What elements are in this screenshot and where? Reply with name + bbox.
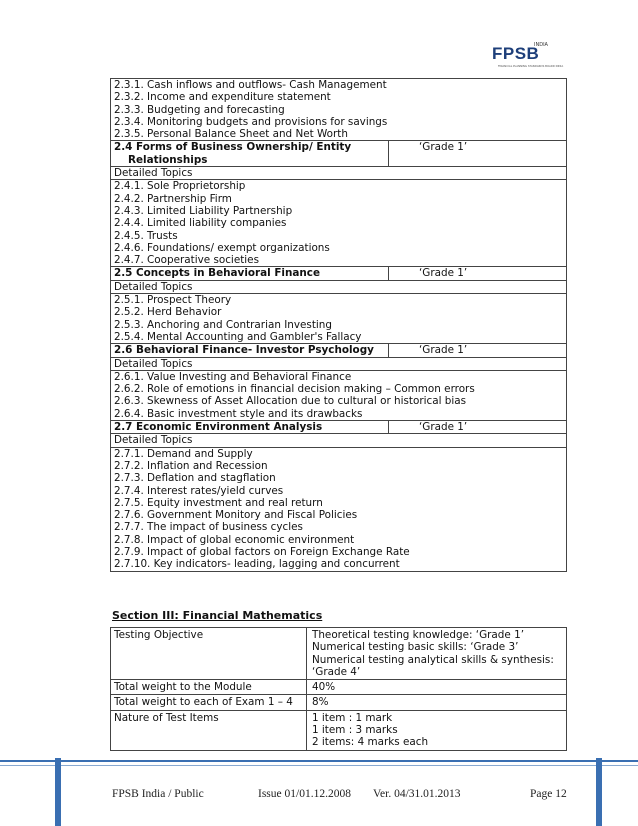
list-item: 2.7.2. Inflation and Recession	[114, 459, 268, 472]
list-item: 2.5.3. Anchoring and Contrarian Investing	[114, 318, 332, 331]
grade-2-5: ‘Grade 1’	[389, 267, 567, 280]
topics-2-4	[111, 180, 567, 267]
exam-weight-value: 8%	[307, 695, 567, 710]
list-item: 2.6.3. Skewness of Asset Allocation due to cultural or historical bias	[114, 395, 467, 408]
list-item: 2.4.2. Partnership Firm	[114, 192, 232, 205]
logo-tagline: FINANCIAL PLANNING STANDARDS BOARD INDIA	[498, 64, 564, 68]
module-weight-value: 40%	[307, 680, 567, 695]
row-label: Nature of Test Items	[111, 710, 307, 750]
detailed-topics-label: Detailed Topics	[111, 280, 567, 293]
list-item: 2.4.1. Sole Proprietorship	[114, 180, 246, 193]
footer-left: FPSB India / Public	[112, 788, 204, 800]
detailed-topics-label: Detailed Topics	[111, 434, 567, 447]
list-item: 2.6.1. Value Investing and Behavioral Finance	[114, 370, 352, 383]
detailed-topics-label: Detailed Topics	[111, 357, 567, 370]
list-item: 2.4.7. Cooperative societies	[114, 254, 259, 267]
list-item: 2.3.1. Cash inflows and outflows- Cash Management	[114, 79, 387, 91]
list-item: 2.3.2. Income and expenditure statement	[114, 91, 331, 104]
section-heading-2-5: 2.5 Concepts in Behavioral Finance	[111, 267, 389, 280]
list-item: 2.6.4. Basic investment style and its drawbacks	[114, 407, 363, 420]
value-line: 2 items: 4 marks each	[312, 736, 429, 749]
list-item: 2.4.3. Limited Liability Partnership	[114, 204, 293, 217]
logo-text: FPSB	[492, 44, 540, 63]
section-heading-2-4	[111, 141, 389, 167]
fpsb-logo	[492, 40, 566, 74]
list-item: 2.7.6. Government Monitory and Fiscal Policies	[114, 509, 358, 522]
footer-issue: Issue 01/01.12.2008	[258, 788, 351, 800]
grade-2-6: ‘Grade 1’	[389, 344, 567, 357]
testing-objective-values	[307, 628, 567, 680]
list-item: 2.5.2. Herd Behavior	[114, 306, 222, 319]
footer-version: Ver. 04/31.01.2013	[373, 788, 461, 800]
heading-line: Relationships	[128, 153, 208, 166]
list-item: 2.7.8. Impact of global economic environment	[114, 533, 355, 546]
row-label: Testing Objective	[111, 628, 307, 680]
value-line: 1 item : 1 mark	[312, 711, 393, 724]
block-2-3-items	[111, 79, 567, 141]
section-3-table	[110, 627, 567, 751]
test-items-values	[307, 710, 567, 750]
value-line: 1 item : 3 marks	[312, 724, 398, 737]
list-item: 2.7.9. Impact of global factors on Foreign Exchange Rate	[114, 545, 410, 558]
footer-bar-left	[55, 758, 61, 826]
footer-page: Page 12	[530, 788, 567, 800]
list-item: 2.4.5. Trusts	[114, 229, 178, 242]
list-item: 2.7.5. Equity investment and real return	[114, 496, 323, 509]
topics-2-7	[111, 447, 567, 571]
list-item: 2.4.4. Limited liability companies	[114, 217, 287, 230]
topics-2-6	[111, 370, 567, 420]
section-heading-2-7: 2.7 Economic Environment Analysis	[111, 421, 389, 434]
list-item: 2.3.3. Budgeting and forecasting	[114, 103, 285, 116]
list-item: 2.7.1. Demand and Supply	[114, 447, 253, 460]
list-item: 2.3.5. Personal Balance Sheet and Net Worth	[114, 128, 348, 141]
grade-2-7: ‘Grade 1’	[389, 421, 567, 434]
list-item: 2.7.7. The impact of business cycles	[114, 521, 303, 534]
list-item: 2.5.1. Prospect Theory	[114, 294, 232, 307]
detailed-topics-label: Detailed Topics	[111, 167, 567, 180]
list-item: 2.7.4. Interest rates/yield curves	[114, 484, 284, 497]
footer-bar-right	[596, 758, 602, 826]
row-label: Total weight to the Module	[111, 680, 307, 695]
logo-sub: INDIA	[534, 42, 548, 48]
section-heading-2-6: 2.6 Behavioral Finance- Investor Psychology	[111, 344, 389, 357]
value-line: Theoretical testing knowledge: ‘Grade 1’	[312, 629, 524, 641]
topics-2-5	[111, 294, 567, 344]
value-line: ‘Grade 4’	[312, 665, 361, 678]
list-item: 2.3.4. Monitoring budgets and provisions for savings	[114, 115, 388, 128]
list-item: 2.7.3. Deflation and stagflation	[114, 472, 276, 485]
grade-2-4: ‘Grade 1’	[389, 141, 567, 167]
list-item: 2.4.6. Foundations/ exempt organizations	[114, 241, 330, 254]
heading-line: 2.4 Forms of Business Ownership/ Entity	[114, 141, 352, 154]
list-item: 2.5.4. Mental Accounting and Gambler's Fallacy	[114, 330, 362, 343]
syllabus-table	[110, 78, 567, 572]
list-item: 2.7.10. Key indicators- leading, lagging and concurrent	[114, 558, 400, 571]
section-3-title: Section III: Financial Mathematics	[112, 609, 323, 622]
value-line: Numerical testing analytical skills & synthesis:	[312, 653, 554, 666]
row-label: Total weight to each of Exam 1 – 4	[111, 695, 307, 710]
value-line: Numerical testing basic skills: ‘Grade 3’	[312, 641, 519, 654]
list-item: 2.6.2. Role of emotions in financial decision making – Common errors	[114, 383, 475, 396]
footer-rule-top	[0, 760, 638, 762]
footer-rule-thin	[0, 765, 638, 766]
